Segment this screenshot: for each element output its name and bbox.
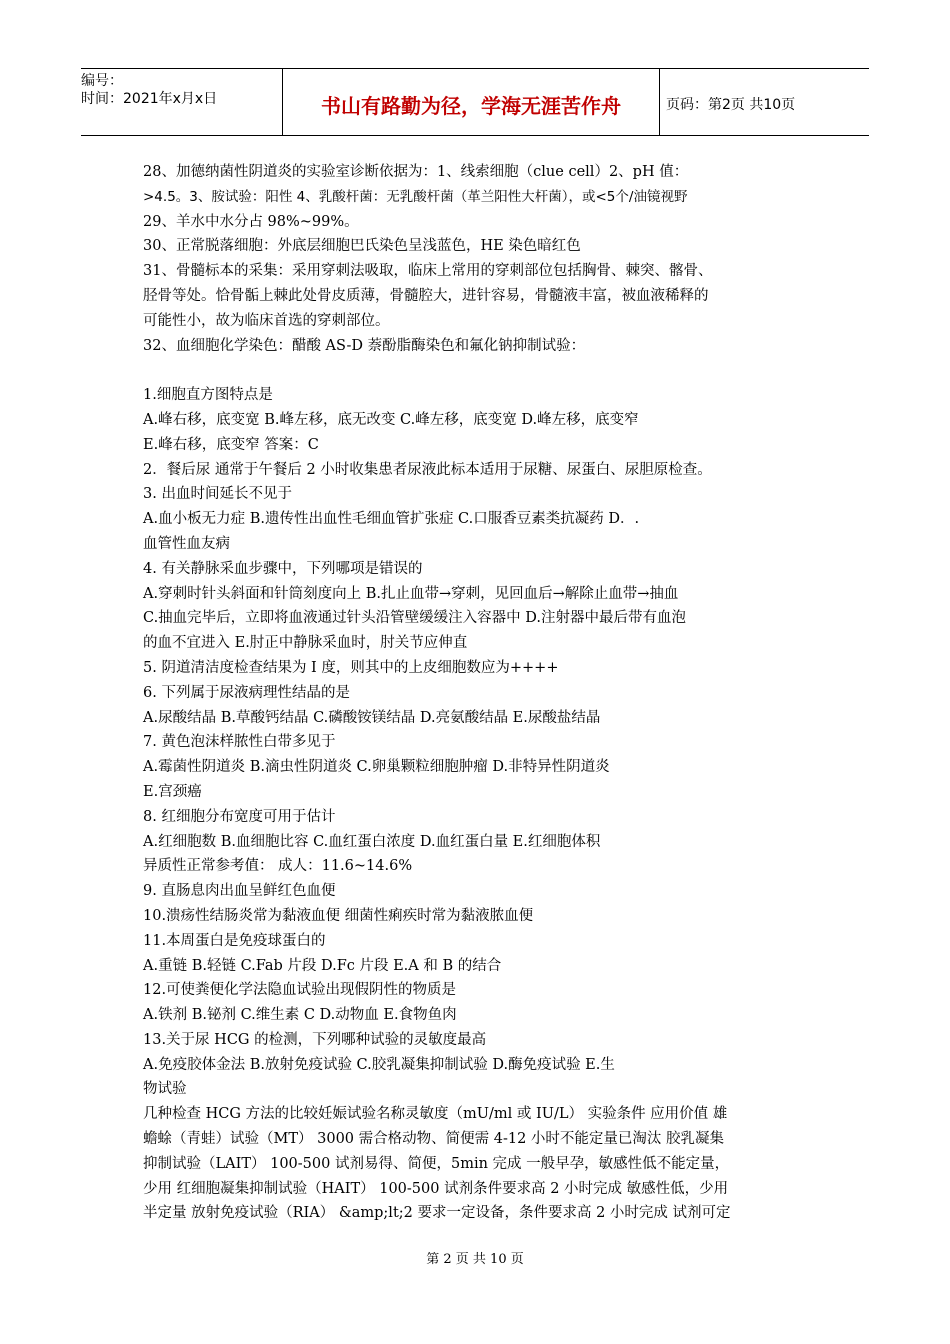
text-line: 3. 出血时间延长不见于 — [143, 486, 292, 503]
page-footer: 第 2 页 共 10 页 — [426, 1252, 524, 1267]
text-line: 10.溃疡性结肠炎常为黏液血便 细菌性痢疾时常为黏液脓血便 — [143, 907, 534, 924]
text-line: 可能性小，故为临床首选的穿刺部位。 — [143, 312, 390, 329]
text-line: A.红细胞数 B.血细胞比容 C.血红蛋白浓度 D.血红蛋白量 E.红细胞体积 — [143, 833, 601, 850]
page-header — [81, 68, 869, 136]
text-line: A.铁剂 B.铋剂 C.维生素 C D.动物血 E.食物鱼肉 — [143, 1007, 457, 1024]
text-line: 抑制试验（LAIT） 100-500 试剂易得、简便，5min 完成 一般早孕，敏感性低不能定量， — [143, 1155, 730, 1172]
text-line: E.宫颈癌 — [143, 783, 202, 800]
text-line: C.抽血完毕后，立即将血液通过针头沿管壁缓缓注入容器中 D.注射器中最后带有血泡 — [143, 610, 687, 627]
blank-line — [143, 358, 809, 383]
text-line: 28、加德纳菌性阴道炎的实验室诊断依据为：1、线索细胞（clue cell）2、pH 值： — [143, 164, 689, 180]
text-line: 2．餐后尿 通常于午餐后 2 小时收集患者尿液此标本适用于尿糖、尿蛋白、尿胆原检查。 — [143, 461, 712, 478]
text-line: 异质性正常参考值： 成人：11.6~14.6% — [143, 858, 413, 875]
text-line: 少用 红细胞凝集抑制试验（HAIT） 100-500 试剂条件要求高 2 小时完成 敏感性低，少用 — [143, 1180, 729, 1197]
text-line: A.血小板无力症 B.遗传性出血性毛细血管扩张症 C.口服香豆素类抗凝药 D．. — [143, 511, 640, 528]
text-line: 32、血细胞化学染色：醋酸 AS-D 萘酚脂酶染色和氟化钠抑制试验： — [143, 337, 586, 354]
text-line: 4. 有关静脉采血步骤中，下列哪项是错误的 — [143, 560, 423, 577]
text-line: 5. 阴道清洁度检查结果为 I 度，则其中的上皮细胞数应为++++ — [143, 659, 559, 676]
text-line: E.峰右移，底变窄 答案：C — [143, 436, 319, 453]
text-line: 7. 黄色泡沫样脓性白带多见于 — [143, 734, 336, 751]
header-meta — [81, 69, 283, 135]
text-line: 1.细胞直方图特点是 — [143, 387, 273, 404]
header-motto: 书山有路勤为径，学海无涯苦作舟 — [283, 69, 660, 135]
text-line: 13.关于尿 HCG 的检测，下列哪种试验的灵敏度最高 — [143, 1031, 487, 1048]
text-line: 29、羊水中水分占 98%~99%。 — [143, 213, 359, 230]
text-line: 血管性血友病 — [143, 535, 230, 552]
text-line: A.霉菌性阴道炎 B.滴虫性阴道炎 C.卵巢颗粒细胞肿瘤 D.非特异性阴道炎 — [143, 759, 610, 776]
document-number-label: 编号： — [81, 73, 123, 89]
text-line: A.重链 B.轻链 C.Fab 片段 D.Fc 片段 E.A 和 B 的结合 — [143, 957, 502, 974]
text-line: 的血不宜进入 E.肘正中静脉采血时，肘关节应伸直 — [143, 635, 468, 652]
text-line: 半定量 放射免疫试验（RIA） &amp;lt;2 要求一定设备，条件要求高 2 小时完成 试剂可定 — [143, 1205, 731, 1222]
text-line: A.穿刺时针头斜面和针筒刻度向上 B.扎止血带→穿刺，见回血后→解除止血带→抽血 — [143, 585, 679, 602]
text-line: A.免疫胶体金法 B.放射免疫试验 C.胶乳凝集抑制试验 D.酶免疫试验 E.生 — [143, 1056, 615, 1073]
text-line: 9. 直肠息肉出血呈鲜红色血便 — [143, 883, 336, 900]
text-line: 11.本周蛋白是免疫球蛋白的 — [143, 932, 326, 949]
text-line: 8. 红细胞分布宽度可用于估计 — [143, 808, 336, 825]
text-line: A.峰右移，底变宽 B.峰左移，底无改变 C.峰左移，底变宽 D.峰左移，底变窄 — [143, 411, 639, 428]
text-line: 蟾蜍（青蛙）试验（MT） 3000 需合格动物、简便需 4-12 小时不能定量已淘汰 胶乳凝集 — [143, 1131, 725, 1148]
text-line: A.尿酸结晶 B.草酸钙结晶 C.磷酸铵镁结晶 D.亮氨酸结晶 E.尿酸盐结晶 — [143, 709, 601, 726]
text-line: >4.5。3、胺试验：阳性 4、乳酸杆菌：无乳酸杆菌（革兰阳性大杆菌），或<5个/油镜视野 — [143, 188, 688, 205]
text-line: 12.可使粪便化学法隐血试验出现假阴性的物质是 — [143, 982, 457, 999]
header-page-number: 页码：第2页 共10页 — [666, 97, 796, 113]
document-body — [143, 160, 809, 1226]
text-line: 31、骨髓标本的采集：采用穿刺法吸取，临床上常用的穿刺部位包括胸骨、棘突、髂骨、 — [143, 263, 713, 280]
text-line: 胫骨等处。恰骨骺上棘此处骨皮质薄，骨髓腔大，进针容易，骨髓液丰富，被血液稀释的 — [143, 287, 709, 304]
text-line: 物试验 — [143, 1081, 187, 1098]
text-line: 几种检查 HCG 方法的比较妊娠试验名称灵敏度（mU/ml 或 IU/L） 实验条件 应用价值 雄 — [143, 1106, 728, 1123]
document-date-label: 时间：2021年x月x日 — [81, 91, 218, 107]
text-line: 6. 下列属于尿液病理性结晶的是 — [143, 684, 350, 701]
text-line: 30、正常脱落细胞：外底层细胞巴氏染色呈浅蓝色，HE 染色暗红色 — [143, 238, 581, 255]
